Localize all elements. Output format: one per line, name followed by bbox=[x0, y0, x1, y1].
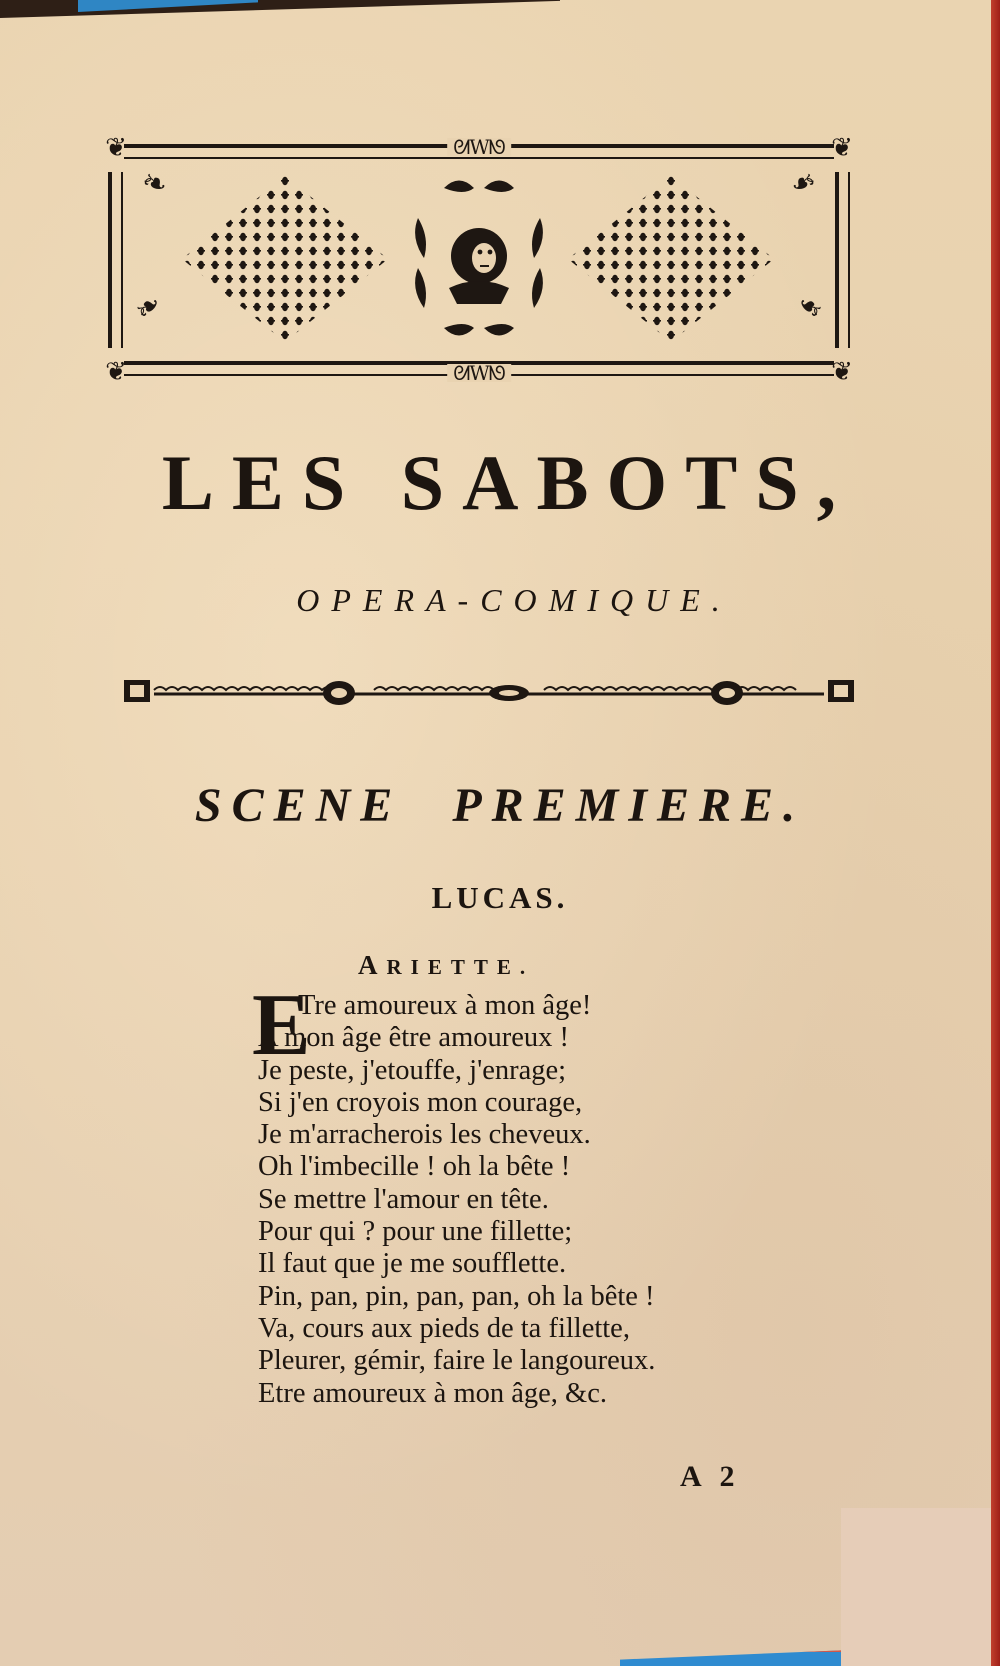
sprig-ornament-icon: ❧ bbox=[136, 162, 173, 205]
verse-line: Il faut que je me soufflette. bbox=[258, 1248, 567, 1280]
ornamental-divider bbox=[124, 676, 854, 706]
verse-line: Etre amoureux à mon âge, &c. bbox=[258, 1377, 607, 1409]
corner-ornament-icon: ❦ bbox=[105, 357, 127, 387]
scene-heading: SCENE PREMIERE. bbox=[194, 779, 806, 832]
knot-ornament-icon: ᘛWᘚ bbox=[447, 364, 511, 382]
book-title: LES SABOTS, bbox=[161, 439, 855, 526]
verse-line: Va, cours aux pieds de ta fillette, bbox=[258, 1312, 630, 1344]
verse-line: Je peste, j'etouffe, j'enrage; bbox=[258, 1054, 567, 1086]
verse-line: Tre amoureux à mon âge! bbox=[298, 990, 592, 1021]
cherub-face-ornament-icon bbox=[404, 168, 554, 348]
knot-ornament-icon: ᘛWᘚ bbox=[447, 138, 511, 156]
corner-ornament-icon: ❦ bbox=[831, 357, 853, 387]
page-red-edge bbox=[991, 0, 1000, 1666]
verse-line: Se mettre l'amour en tête. bbox=[258, 1183, 549, 1215]
border-rule-right bbox=[835, 172, 850, 348]
ornamental-headpiece bbox=[102, 133, 856, 387]
sprig-ornament-icon: ❧ bbox=[788, 286, 831, 329]
verse-line: Si j'en croyois mon courage, bbox=[258, 1086, 583, 1118]
aria-heading-initial: A bbox=[358, 950, 387, 980]
verse-line: Pleurer, gémir, faire le langoureux. bbox=[258, 1345, 656, 1377]
corner-ornament-icon: ❦ bbox=[105, 133, 127, 163]
signature-mark: A 2 bbox=[680, 1460, 741, 1493]
diamond-fleuron-ornament-icon bbox=[566, 174, 776, 344]
book-cover-blue-edge-bottom bbox=[620, 1650, 850, 1666]
border-rule-left bbox=[108, 172, 123, 348]
aria-heading bbox=[358, 950, 534, 981]
drop-cap: E bbox=[252, 977, 311, 1074]
paper-patch bbox=[841, 1508, 991, 1666]
diamond-fleuron-ornament-icon bbox=[180, 174, 390, 344]
verse-line: Pin, pan, pin, pan, pan, oh la bête ! bbox=[258, 1280, 655, 1312]
sprig-ornament-icon: ❧ bbox=[785, 162, 822, 205]
verse-line: Oh l'imbecille ! oh la bête ! bbox=[258, 1151, 571, 1183]
character-name: LUCAS. bbox=[431, 880, 569, 915]
verse-line: Pour qui ? pour une fillette; bbox=[258, 1216, 573, 1248]
verse-line: A mon âge être amoureux ! bbox=[258, 1022, 570, 1054]
book-subtitle: OPERA-COMIQUE. bbox=[296, 582, 732, 618]
aria-verse bbox=[252, 977, 858, 1410]
sprig-ornament-icon: ❧ bbox=[127, 286, 170, 329]
corner-ornament-icon: ❦ bbox=[831, 133, 853, 163]
verse-line: Je m'arracherois les cheveux. bbox=[258, 1119, 591, 1151]
aria-heading-rest: RIETTE. bbox=[386, 955, 535, 979]
